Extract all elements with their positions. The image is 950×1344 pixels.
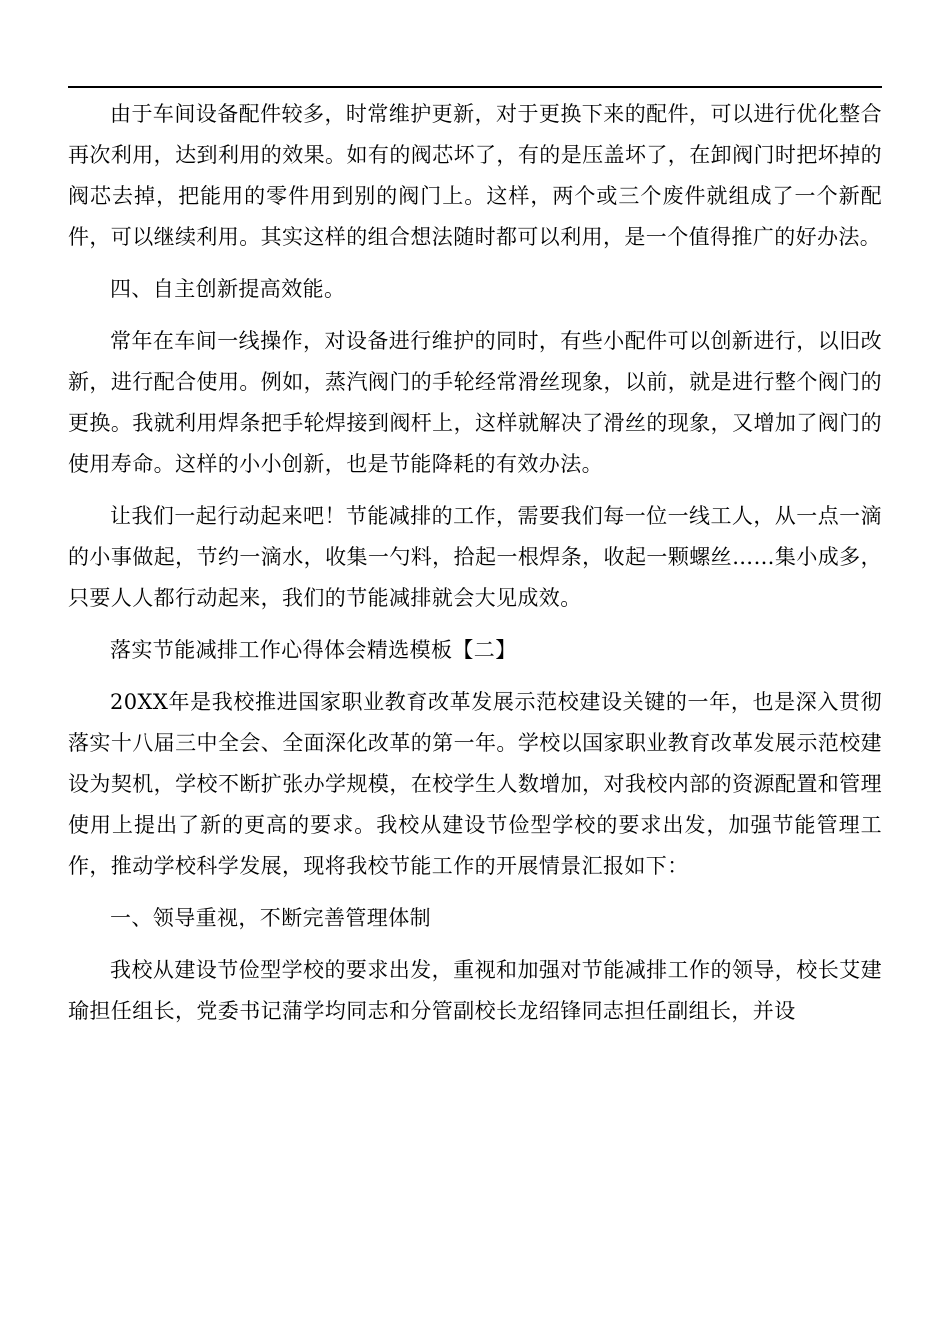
template-title-two: 落实节能减排工作心得体会精选模板【二】 bbox=[110, 638, 517, 662]
paragraph-parts-reuse: 由于车间设备配件较多，时常维护更新，对于更换下来的配件，可以进行优化整合再次利用，达到利用的效果。如有的阀芯坏了，有的是压盖坏了，在卸阀门时把坏掉的阀芯去掉，把能用的零件用到别的阀门上。这样，两个或三个废件就组成了一个新配件，可以继续利用。其实这样的组合想法随时都可以利用，是一个值得推广的好办法。 bbox=[68, 102, 882, 249]
section-heading-leadership: 一、领导重视，不断完善管理体制 bbox=[110, 906, 431, 930]
document-body bbox=[68, 94, 882, 1043]
header-rule bbox=[68, 86, 882, 88]
paragraph-leadership: 我校从建设节俭型学校的要求出发，重视和加强对节能减排工作的领导，校长艾建瑜担任组长，党委书记蒲学均同志和分管副校长龙绍锋同志担任副组长，并设 bbox=[68, 958, 882, 1023]
paragraph-call-to-action: 让我们一起行动起来吧！节能减排的工作，需要我们每一位一线工人，从一点一滴的小事做起，节约一滴水，收集一勺料，拾起一根焊条，收起一颗螺丝……集小成多，只要人人都行动起来，我们的节能减排就会大见成效。 bbox=[68, 504, 882, 610]
paragraph-school-intro: 20XX年是我校推进国家职业教育改革发展示范校建设关键的一年，也是深入贯彻落实十八届三中全会、全面深化改革的第一年。学校以国家职业教育改革发展示范校建设为契机，学校不断扩张办学规模，在校学生人数增加，对我校内部的资源配置和管理使用上提出了新的更高的要求。我校从建设节俭型学校的要求出发，加强节能管理工作，推动学校科学发展，现将我校节能工作的开展情景汇报如下： bbox=[68, 690, 882, 878]
section-heading-innovation: 四、自主创新提高效能。 bbox=[110, 277, 346, 301]
paragraph-innovation: 常年在车间一线操作，对设备进行维护的同时，有些小配件可以创新进行，以旧改新，进行配合使用。例如，蒸汽阀门的手轮经常滑丝现象，以前，就是进行整个阀门的更换。我就利用焊条把手轮焊接到阀杆上，这样就解决了滑丝的现象，又增加了阀门的使用寿命。这样的小小创新，也是节能降耗的有效办法。 bbox=[68, 329, 882, 476]
